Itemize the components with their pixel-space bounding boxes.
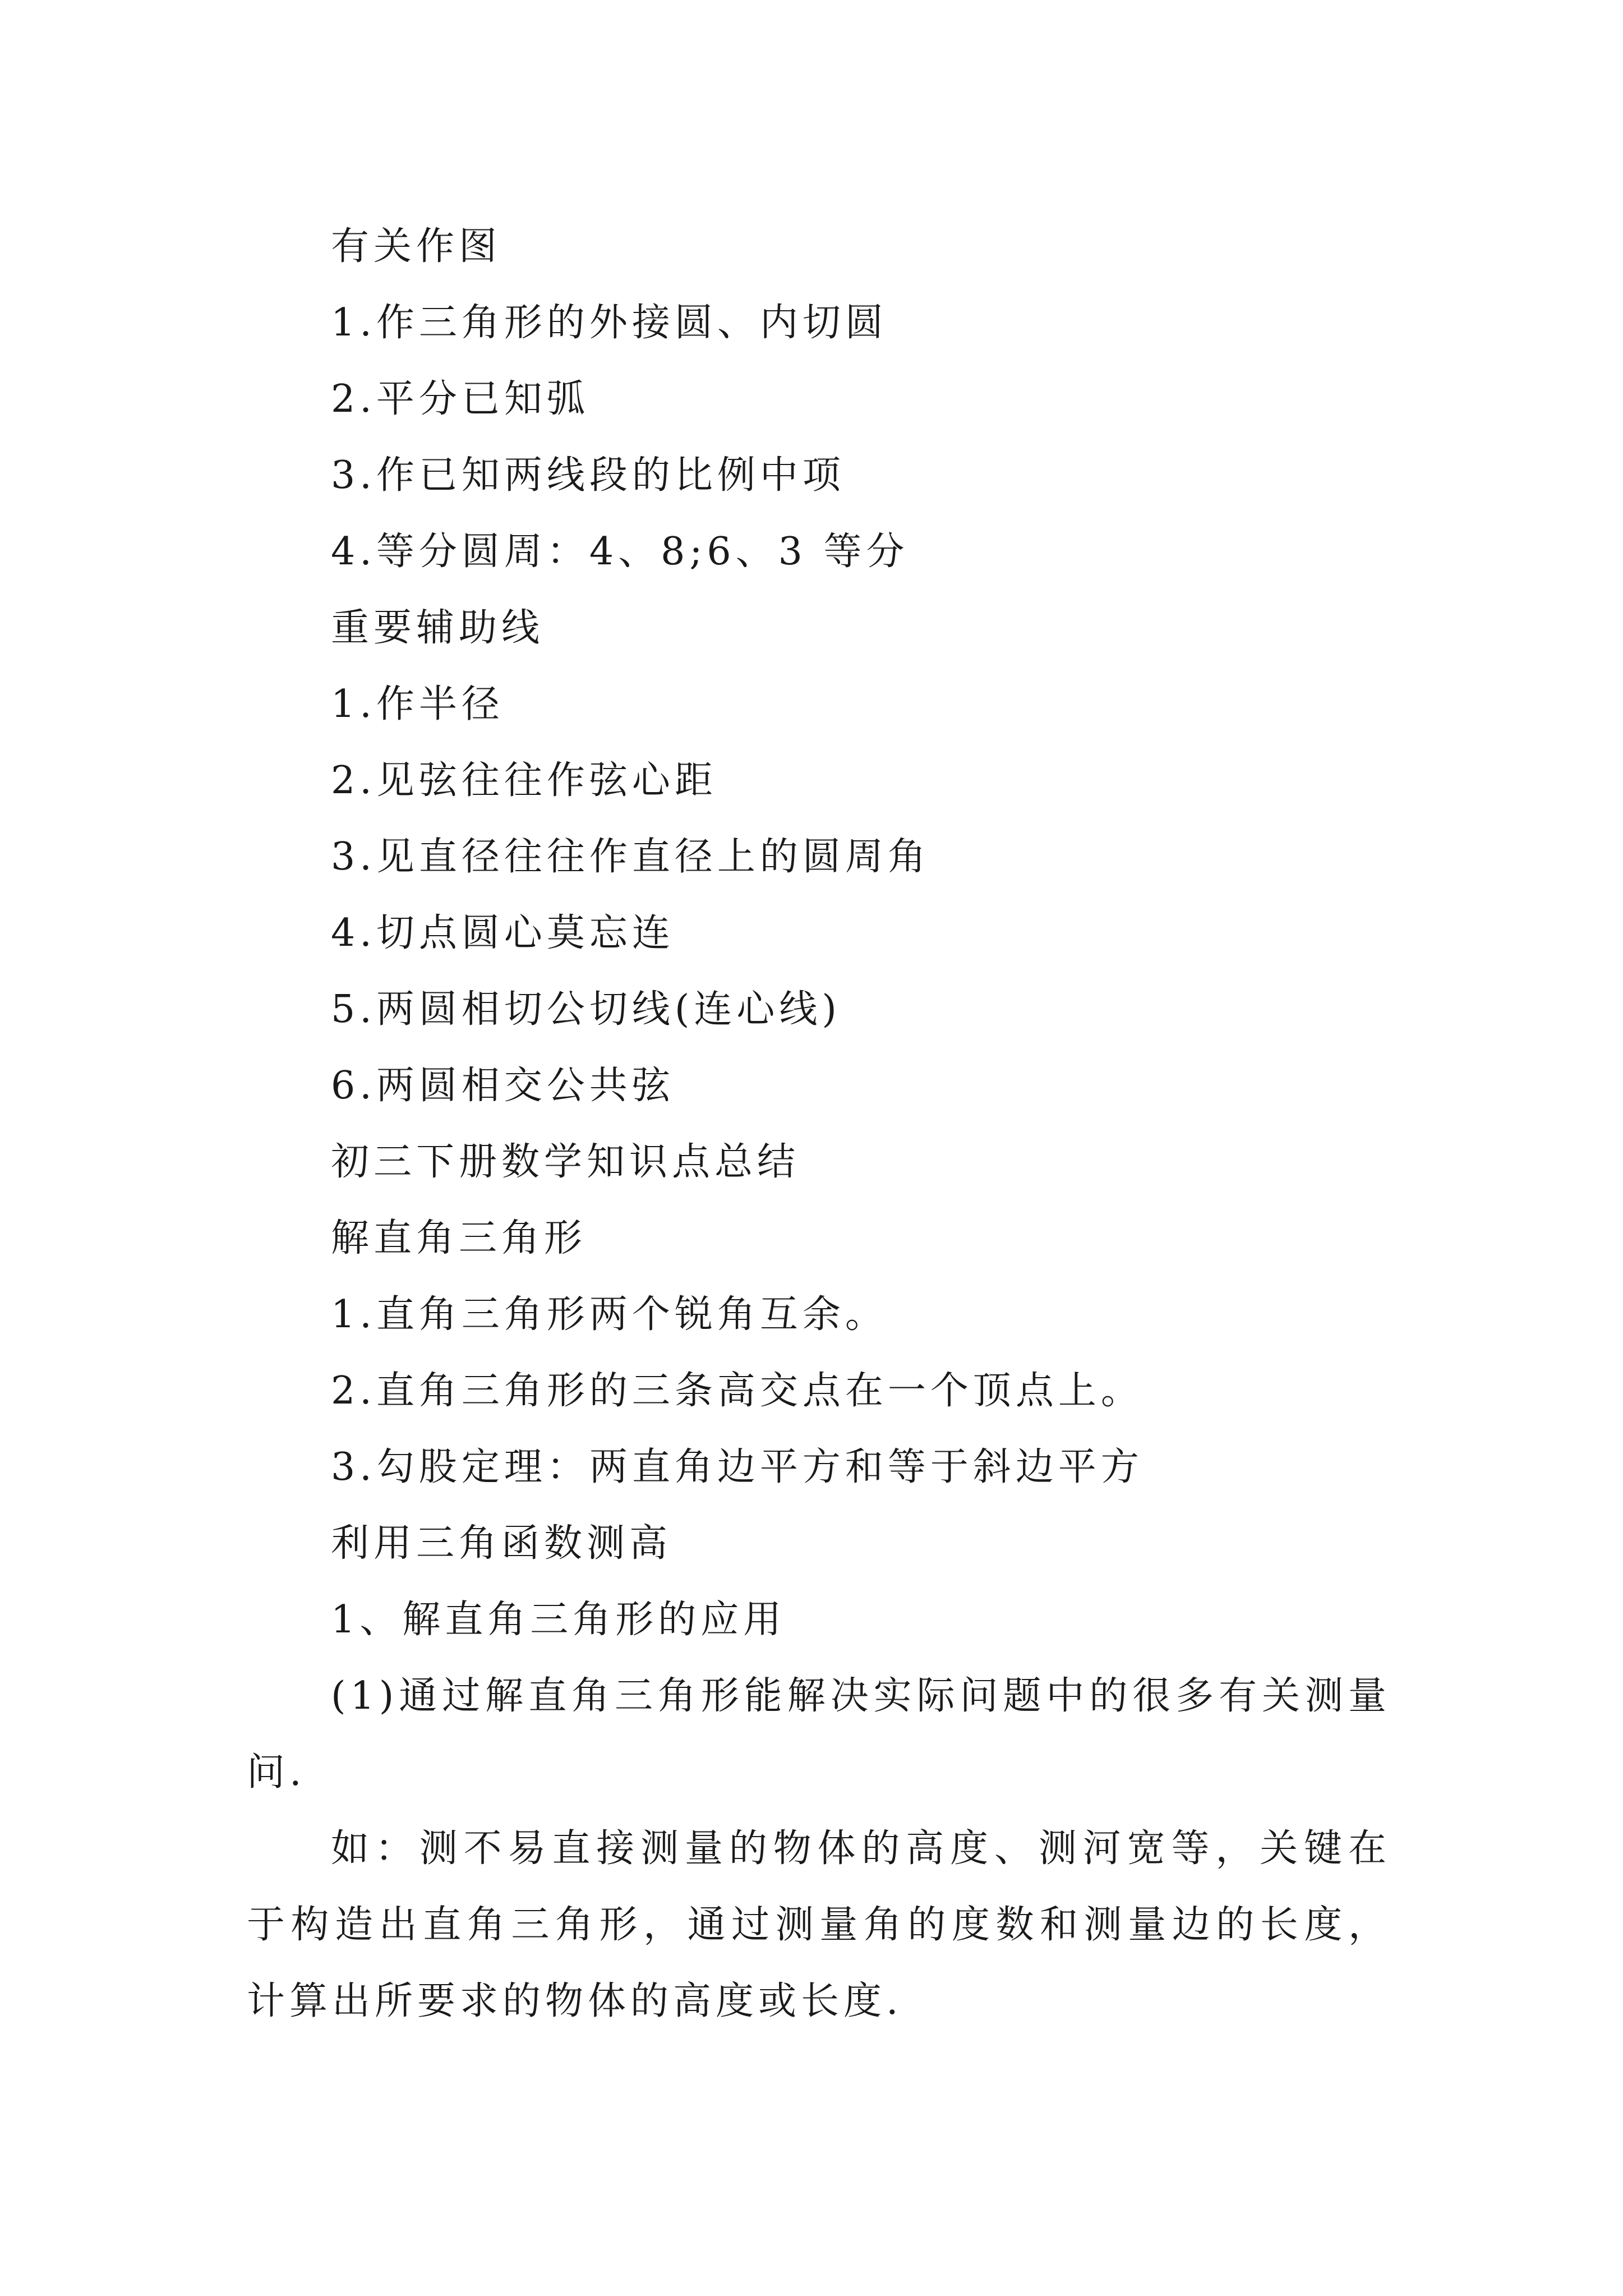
list-item: 6.两圆相交公共弦 (331, 1064, 675, 1108)
document-body (247, 209, 1391, 2040)
list-item: 1.直角三角形两个锐角互余。 (331, 1292, 888, 1337)
list-item: 2.见弦往往作弦心距 (331, 758, 717, 803)
list-item: 4.切点圆心莫忘连 (331, 911, 675, 955)
section-heading-summary: 初三下册数学知识点总结 (331, 1140, 800, 1184)
list-item: 3.作已知两线段的比例中项 (331, 453, 845, 498)
body-paragraph: 如：测不易直接测量的物体的高度、测河宽等，关键在于构造出直角三角形，通过测量角的度数和测量边的长度，计算出所要求的物体的高度或长度. (247, 1826, 1391, 2023)
section-heading-auxiliary-lines: 重要辅助线 (331, 606, 545, 650)
section-heading-trig-height: 利用三角函数测高 (331, 1521, 672, 1566)
section-heading-right-triangle: 解直角三角形 (331, 1216, 587, 1260)
list-item: 1.作半径 (331, 682, 504, 726)
list-item: 2.直角三角形的三条高交点在一个顶点上。 (331, 1369, 1144, 1413)
list-item: 1、解直角三角形的应用 (331, 1598, 786, 1642)
list-item: 4.等分圆周：4、8;6、3 等分 (331, 530, 909, 574)
list-item: 1.作三角形的外接圆、内切圆 (331, 301, 888, 345)
list-item: 3.见直径往往作直径上的圆周角 (331, 835, 930, 879)
list-item: 5.两圆相切公切线(连心线) (331, 987, 841, 1032)
list-item: 3.勾股定理：两直角边平方和等于斜边平方 (331, 1445, 1144, 1489)
list-item: 2.平分已知弧 (331, 377, 589, 421)
section-heading-construction: 有关作图 (331, 224, 502, 269)
body-paragraph: (1)通过解直角三角形能解决实际问题中的很多有关测量问. (247, 1674, 1391, 1795)
